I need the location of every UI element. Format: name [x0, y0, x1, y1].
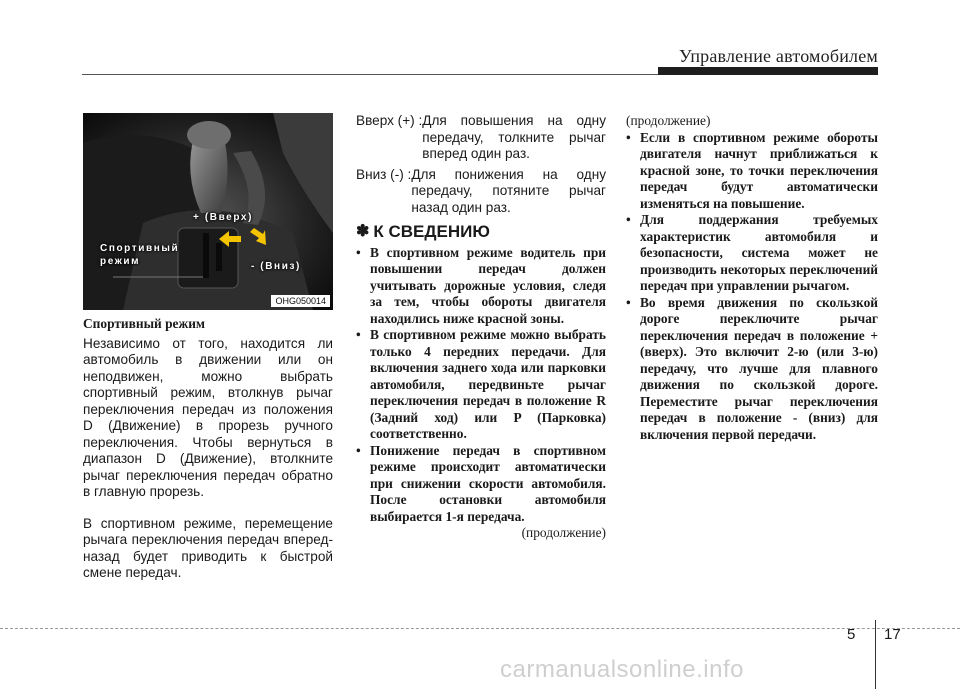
footer-rule: [0, 628, 960, 629]
list-item: • Если в спортивном режиме обороты двигателя начнут приближаться к красной зоне, то точки переключения передач будут автоматически изменяться на повышение.: [626, 130, 878, 213]
chapter-number: 5: [847, 626, 856, 643]
photo-label-down: - (Вниз): [251, 261, 301, 272]
list-item: • Для поддержания требуемых характеристик автомобиля и безопасности, система может не производить некоторых переключений передач при управлении рычагом.: [626, 212, 878, 295]
shift-down-entry: [356, 167, 606, 217]
sport-mode-paragraph-1: Независимо от того, находится ли автомобиль в движении или он неподвижен, можно выбрать спортивный режим, втолкнув рычаг переключения передач из положения D (Движение) в прорезь ручного переключения. Чтобы вернуться в диапазон D (Движение), втолкните рычаг переключения передач обратно в главную прорезь.: [83, 335, 333, 499]
info-bullet-list: [356, 245, 606, 526]
header-bar: [658, 67, 878, 75]
list-item: • Понижение передач в спортивном режиме происходит автоматически при снижении скорости автомобиля. После остановки автомобиля выбирается 1-я передача.: [356, 443, 606, 526]
column-middle: [356, 113, 606, 542]
shift-down-key: Вниз (-) :: [356, 166, 412, 182]
list-item: • В спортивном режиме водитель при повышении передач должен учитывать дорожные условия, следя за тем, чтобы обороты двигателя находились ниже красной зоны.: [356, 245, 606, 328]
shift-up-value: Для повышения на одну передачу, толкните рычаг вперед один раз.: [422, 113, 606, 161]
shift-up-entry: [356, 113, 606, 163]
footer-separator: [875, 620, 876, 689]
continued-heading: (продолжение): [626, 113, 711, 128]
continued-bullet-list: [626, 130, 878, 444]
sport-mode-heading: Спортивный режим: [83, 316, 206, 331]
photo-label-sport-line2: режим: [100, 256, 141, 267]
photo-code: OHG050014: [271, 295, 330, 307]
gear-shifter-photo: [83, 113, 333, 310]
list-item: • В спортивном режиме можно выбрать только 4 передних передачи. Для включения заднего хода или парковки автомобиля, передвиньте рычаг переключения передач в положение R (Задний ход) или P (Парковка) соответственно.: [356, 327, 606, 443]
page-header-title: Управление автомобилем: [678, 46, 878, 66]
column-right: [626, 113, 878, 443]
header-rule: [82, 74, 678, 75]
shift-up-key: Вверх (+) :: [356, 113, 423, 128]
info-star-icon: ✽: [356, 223, 370, 240]
page-number: 17: [884, 626, 901, 643]
watermark: carmanualsonline.info: [500, 656, 744, 683]
continued-note: (продолжение): [521, 525, 606, 540]
shift-down-value: Для понижения на одну передачу, потяните рычаг назад один раз.: [411, 166, 606, 215]
photo-label-sport-line1: Спортивный: [100, 243, 180, 254]
info-heading: [356, 224, 606, 241]
sport-mode-paragraph-2: В спортивном режиме, перемещение рычага переключения передач вперед-назад будет приводить к быстрой смене передач.: [83, 515, 333, 580]
list-item: • Во время движения по скользкой дороге переключите рычаг переключения передач в положение + (вверх). Это включит 2-ю (или 3-ю) передачу, что лучше для плавного движения по скользкой дороге. Переместите рычаг переключения передач в положение - (вниз) для включения первой передачи.: [626, 295, 878, 444]
photo-label-up: + (Вверх): [193, 212, 254, 223]
column-left: [83, 316, 333, 582]
info-heading-text: К СВЕДЕНИЮ: [373, 222, 490, 241]
